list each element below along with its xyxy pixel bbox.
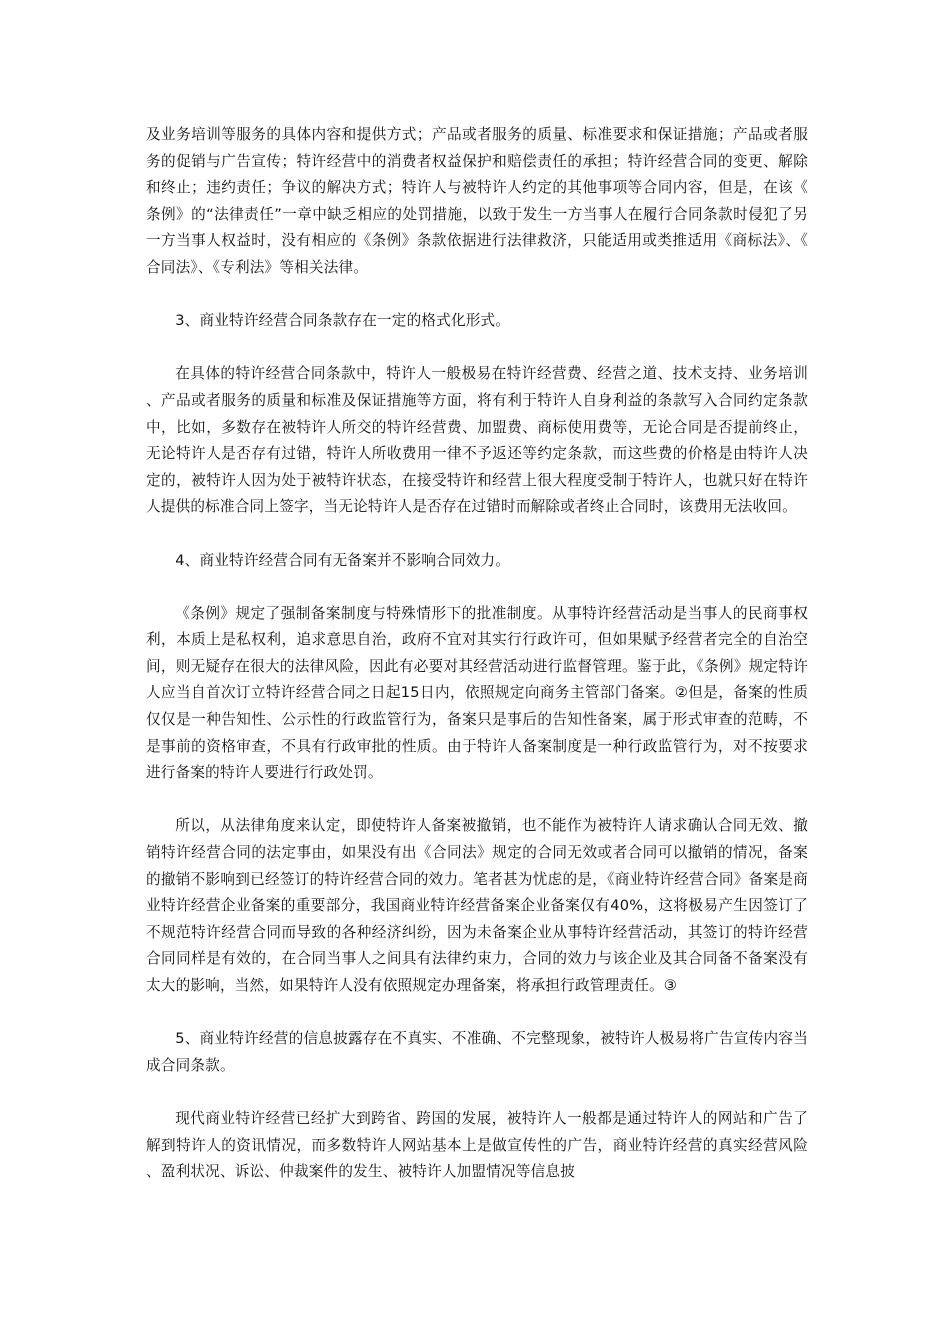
paragraph-section-4-b: 所以，从法律角度来认定，即使特许人备案被撤销，也不能作为被特许人请求确认合同无效、撤销特许经营合同的法定事由，如果没有出《合同法》规定的合同无效或者合同可以撤销的情况，备案的撤销不影响到已经签订的特许经营合同的效力。笔者甚为忧虑的是，《商业特许经营合同》备案是商业特许经营企业备案的重要部分，我国商业特许经营备案企业备案仅有40%，这将极易产生因签订了不规范特许经营合同而导致的各种经济纠纷，因为未备案企业从事特许经营活动，其签订的特许经营合同同样是有效的，在合同当事人之间具有法律约束力，合同的效力与该企业及其合同备不备案没有太大的影响，当然，如果特许人没有依照规定办理备案，将承担行政管理责任。③ (146, 817, 808, 994)
section-heading-4: 4、商业特许经营合同有无备案并不影响合同效力。 (175, 551, 511, 569)
section-heading-3: 3、商业特许经营合同条款存在一定的格式化形式。 (175, 312, 511, 330)
paragraph-section-5: 现代商业特许经营已经扩大到跨省、跨国的发展，被特许人一般都是通过特许人的网站和广告了解到特许人的资讯情况，而多数特许人网站基本上是做宣传性的广告，商业特许经营的真实经营风险、盈利状况、诉讼、仲裁案件的发生、被特许人加盟情况等信息披 (146, 1109, 808, 1181)
section-heading-5: 5、商业特许经营的信息披露存在不真实、不准确、不完整现象，被特许人极易将广告宣传内容当成合同条款。 (146, 1030, 808, 1074)
paragraph-section-3: 在具体的特许经营合同条款中，特许人一般极易在特许经营费、经营之道、技术支持、业务培训、产品或者服务的质量和标准及保证措施等方面，将有利于特许人自身利益的条款写入合同约定条款中，比如，多数存在被特许人所交的特许经营费、加盟费、商标使用费等，无论合同是否提前终止，无论特许人是否存有过错，特许人所收费用一律不予返还等约定条款，而这些费的价格是由特许人决定的，被特许人因为处于被特许状态，在接受特许和经营上很大程度受制于特许人，也就只好在特许人提供的标准合同上签字，当无论特许人是否存在过错时而解除或者终止合同时，该费用无法收回。 (146, 365, 808, 516)
paragraph-section-4-a: 《条例》规定了强制备案制度与特殊情形下的批准制度。从事特许经营活动是当事人的民商事权利，本质上是私权利，追求意思自治，政府不宜对其实行行政许可，但如果赋予经营者完全的自治空间，则无疑存在很大的法律风险，因此有必要对其经营活动进行监督管理。鉴于此，《条例》规定特许人应当自首次订立特许经营合同之日起15日内，依照规定向商务主管部门备案。②但是，备案的性质仅仅是一种告知性、公示性的行政监管行为，备案只是事后的告知性备案，属于形式审查的范畴，不是事前的资格审查，不具有行政审批的性质。由于特许人备案制度是一种行政监管行为，对不按要求进行备案的特许人要进行行政处罚。 (146, 604, 808, 782)
paragraph-continuation: 及业务培训等服务的具体内容和提供方式；产品或者服务的质量、标准要求和保证措施；产品或者服务的促销与广告宣传；特许经营中的消费者权益保护和赔偿责任的承担；特许经营合同的变更、解除和终止；违约责任；争议的解决方式；特许人与被特许人约定的其他事项等合同内容，但是，在该《条例》的“法律责任”一章中缺乏相应的处罚措施，以致于发生一方当事人在履行合同条款时侵犯了另一方当事人权益时，没有相应的《条例》条款依据进行法律救济，只能适用或类推适用《商标法》、《合同法》、《专利法》等相关法律。 (146, 126, 808, 276)
document-body (146, 122, 808, 1186)
